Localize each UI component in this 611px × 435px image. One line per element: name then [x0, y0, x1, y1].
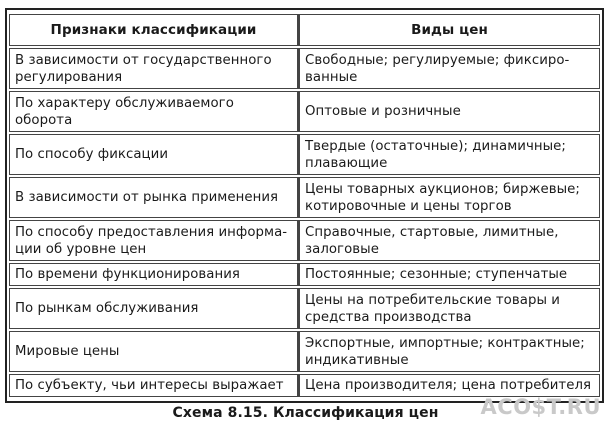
table-row	[9, 48, 600, 89]
row-sign-cell: В зависимости от государственного регулирования	[9, 48, 298, 89]
row-types-cell: Цены товарных аукционов; биржевые; котировочные и цены торгов	[298, 177, 600, 218]
row-types-cell: Цены на потребительские товары и средства производства	[298, 288, 600, 329]
table-row	[9, 331, 600, 372]
row-sign-cell: По времени функционирования	[9, 263, 298, 286]
row-types-cell: Справочные, стартовые, лимитные, залоговые	[298, 220, 600, 261]
row-sign-cell: В зависимости от рынка применения	[9, 177, 298, 218]
header-classification-signs: Признаки классификации	[9, 14, 298, 46]
table-row	[9, 288, 600, 329]
table-row	[9, 91, 600, 132]
row-sign-cell: По способу предоставления информа-ции об уровне цен	[9, 220, 298, 261]
figure-caption: Схема 8.15. Классификация цен	[172, 405, 439, 421]
row-types-cell: Свободные; регулируемые; фиксиро-ванные	[298, 48, 600, 89]
table-row	[9, 134, 600, 175]
row-sign-cell: По рынкам обслуживания	[9, 288, 298, 329]
site-watermark: ACO$T.RU	[480, 395, 601, 419]
table-row	[9, 263, 600, 286]
row-types-cell: Экспортные, импортные; контрактные; индикативные	[298, 331, 600, 372]
table-header-row	[9, 14, 600, 46]
header-price-types: Виды цен	[298, 14, 600, 46]
price-classification-table	[9, 12, 600, 399]
row-types-cell: Твердые (остаточные); динамичные; плавающие	[298, 134, 600, 175]
row-types-cell: Оптовые и розничные	[298, 91, 600, 132]
row-sign-cell: По субъекту, чьи интересы выражает	[9, 374, 298, 397]
table-row	[9, 374, 600, 397]
table-row	[9, 177, 600, 218]
row-sign-cell: Мировые цены	[9, 331, 298, 372]
row-sign-cell: По характеру обслуживаемого оборота	[9, 91, 298, 132]
table-row	[9, 220, 600, 261]
classification-table-frame	[5, 8, 604, 403]
row-sign-cell: По способу фиксации	[9, 134, 298, 175]
row-types-cell: Цена производителя; цена потребителя	[298, 374, 600, 397]
row-types-cell: Постоянные; сезонные; ступенчатые	[298, 263, 600, 286]
